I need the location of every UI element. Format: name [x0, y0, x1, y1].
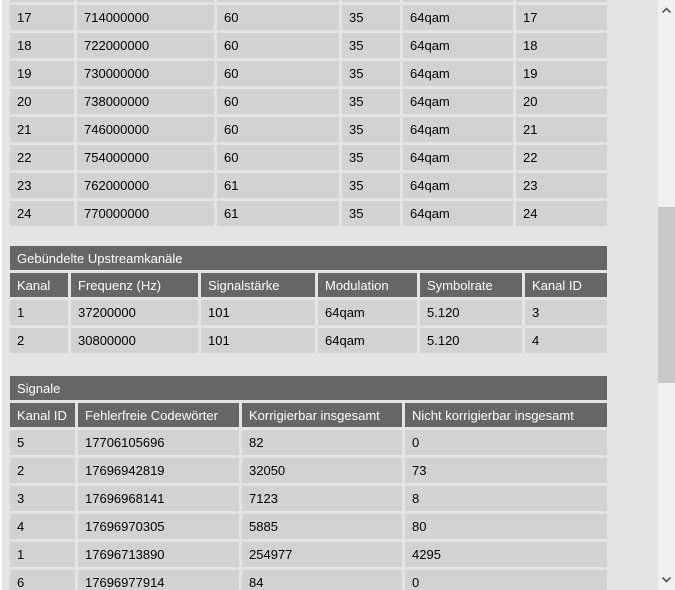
table-cell: 35 [342, 173, 400, 198]
table-cell: 5885 [242, 514, 402, 539]
table-cell: 4 [10, 514, 75, 539]
clipped-row-cell [10, 0, 74, 2]
table-cell: 17696968141 [78, 486, 239, 511]
table-cell: 23 [10, 173, 74, 198]
table-cell: 17 [516, 5, 607, 30]
table-cell: 24 [516, 201, 607, 226]
table-cell: 714000000 [77, 5, 214, 30]
table-cell: 35 [342, 61, 400, 86]
table-cell: 8 [405, 486, 607, 511]
table-cell: 60 [217, 33, 339, 58]
table-cell: 18 [516, 33, 607, 58]
table-cell: 1 [10, 300, 68, 325]
table-title-bar: Gebündelte Upstreamkanäle [10, 246, 607, 270]
table-cell: 73 [405, 458, 607, 483]
column-header: Modulation [318, 273, 417, 297]
column-header: Frequenz (Hz) [71, 273, 198, 297]
table-cell: 60 [217, 117, 339, 142]
table-cell: 60 [217, 145, 339, 170]
table-cell: 101 [201, 328, 315, 353]
table-cell: 770000000 [77, 201, 214, 226]
table-cell: 64qam [318, 328, 417, 353]
table-cell: 17696977914 [78, 570, 239, 590]
table-cell: 64qam [403, 117, 513, 142]
table-cell: 7123 [242, 486, 402, 511]
scroll-up-button[interactable] [658, 2, 675, 19]
table-title-bar: Signale [10, 376, 607, 400]
table-cell: 6 [10, 570, 75, 590]
table-cell: 80 [405, 514, 607, 539]
chevron-up-icon [661, 7, 672, 14]
table-cell: 17706105696 [78, 430, 239, 455]
table-cell: 738000000 [77, 89, 214, 114]
table-cell: 5.120 [420, 328, 522, 353]
table-cell: 0 [405, 430, 607, 455]
table-cell: 61 [217, 173, 339, 198]
table-cell: 3 [10, 486, 75, 511]
table-cell: 37200000 [71, 300, 198, 325]
table-cell: 18 [10, 33, 74, 58]
scroll-down-button[interactable] [658, 571, 675, 588]
table-cell: 1 [10, 542, 75, 567]
table-cell: 5.120 [420, 300, 522, 325]
table-cell: 17696942819 [78, 458, 239, 483]
table-cell: 0 [405, 570, 607, 590]
table-cell: 22 [516, 145, 607, 170]
table-cell: 35 [342, 201, 400, 226]
table-cell: 101 [201, 300, 315, 325]
table-cell: 82 [242, 430, 402, 455]
clipped-row-cell [77, 0, 214, 2]
table-cell: 2 [10, 458, 75, 483]
table-cell: 35 [342, 5, 400, 30]
bonded-upstream-channels-table [10, 246, 607, 353]
table-cell: 64qam [318, 300, 417, 325]
table-cell: 17696970305 [78, 514, 239, 539]
table-cell: 30800000 [71, 328, 198, 353]
table-cell: 19 [10, 61, 74, 86]
column-header: Nicht korrigierbar insgesamt [405, 403, 607, 427]
table-cell: 35 [342, 89, 400, 114]
clipped-row-cell [217, 0, 339, 2]
table-cell: 746000000 [77, 117, 214, 142]
table-cell: 64qam [403, 145, 513, 170]
column-header: Fehlerfreie Codewörter [78, 403, 239, 427]
table-cell: 35 [342, 145, 400, 170]
column-header: Symbolrate [420, 273, 522, 297]
table-cell: 64qam [403, 201, 513, 226]
table-cell: 762000000 [77, 173, 214, 198]
downstream-channels-table [10, 0, 607, 226]
column-header: Kanal [10, 273, 68, 297]
column-header: Kanal ID [525, 273, 607, 297]
table-cell: 20 [10, 89, 74, 114]
table-cell: 730000000 [77, 61, 214, 86]
table-cell: 20 [516, 89, 607, 114]
table-cell: 64qam [403, 89, 513, 114]
clipped-row-cell [516, 0, 607, 2]
table-cell: 21 [10, 117, 74, 142]
table-cell: 21 [516, 117, 607, 142]
table-cell: 24 [10, 201, 74, 226]
clipped-row-cell [342, 0, 400, 2]
chevron-down-icon [661, 576, 672, 583]
scrollbar-thumb[interactable] [658, 207, 675, 383]
table-cell: 60 [217, 61, 339, 86]
downstream-table-clipped-view [10, 0, 607, 226]
table-cell: 17696713890 [78, 542, 239, 567]
table-cell: 32050 [242, 458, 402, 483]
table-cell: 754000000 [77, 145, 214, 170]
table-cell: 19 [516, 61, 607, 86]
table-cell: 61 [217, 201, 339, 226]
page-left-border [0, 0, 2, 590]
table-cell: 60 [217, 5, 339, 30]
content-area [10, 0, 607, 590]
vertical-scrollbar[interactable] [658, 0, 675, 590]
table-cell: 722000000 [77, 33, 214, 58]
table-cell: 3 [525, 300, 607, 325]
table-cell: 64qam [403, 173, 513, 198]
table-cell: 4 [525, 328, 607, 353]
table-cell: 64qam [403, 33, 513, 58]
table-cell: 17 [10, 5, 74, 30]
table-cell: 84 [242, 570, 402, 590]
column-header: Signalstärke [201, 273, 315, 297]
table-cell: 64qam [403, 61, 513, 86]
table-cell: 64qam [403, 5, 513, 30]
table-cell: 60 [217, 89, 339, 114]
table-cell: 23 [516, 173, 607, 198]
table-cell: 4295 [405, 542, 607, 567]
column-header: Korrigierbar insgesamt [242, 403, 402, 427]
table-cell: 5 [10, 430, 75, 455]
column-header: Kanal ID [10, 403, 75, 427]
table-cell: 254977 [242, 542, 402, 567]
table-cell: 35 [342, 33, 400, 58]
signals-table [10, 376, 607, 590]
table-cell: 35 [342, 117, 400, 142]
clipped-row-cell [403, 0, 513, 2]
table-cell: 22 [10, 145, 74, 170]
table-cell: 2 [10, 328, 68, 353]
